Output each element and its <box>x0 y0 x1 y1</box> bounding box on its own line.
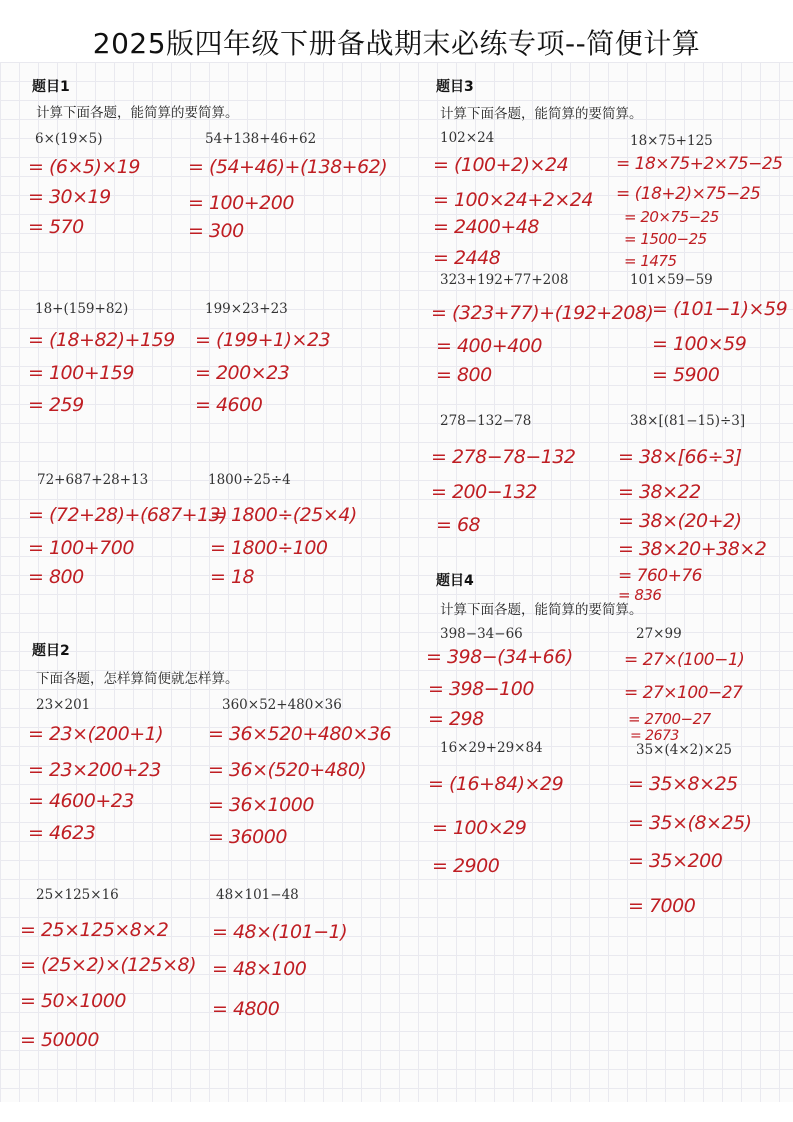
q4-p3-step: = (16+84)×29 <box>428 773 564 795</box>
q4-p2-step: = 27×(100−1) <box>624 650 745 670</box>
q4-p4-step: = 35×(8×25) <box>628 812 752 834</box>
q1-p2-answer: = 300 <box>188 220 244 242</box>
q1-p4-answer: = 4600 <box>195 394 263 416</box>
q2-p1-step: = 23×(200+1) <box>28 723 164 745</box>
q1-p2-problem: 54+138+46+62 <box>205 131 317 147</box>
q1-p2-step: = 100+200 <box>188 192 294 214</box>
q2-p3-step: = 50×1000 <box>20 990 126 1012</box>
q1-p1-problem: 6×(19×5) <box>35 131 103 147</box>
q1-p4-problem: 199×23+23 <box>205 301 288 317</box>
q4-p4-problem: 35×(4×2)×25 <box>636 742 733 758</box>
q1-p5-problem: 72+687+28+13 <box>37 472 149 488</box>
q3-p6-problem: 38×[(81−15)÷3] <box>630 413 746 429</box>
q3-p6-step: = 38×20+38×2 <box>618 538 767 560</box>
q4-p4-step: = 35×8×25 <box>628 773 738 795</box>
q3-p2-step: = 18×75+2×75−25 <box>616 154 783 174</box>
q3-p5-answer: = 68 <box>436 514 481 536</box>
q2-p3-problem: 25×125×16 <box>36 887 119 903</box>
q3-p5-problem: 278−132−78 <box>440 413 532 429</box>
q1-p5-step: = 100+700 <box>28 537 134 559</box>
q1-p3-step: = (18+82)+159 <box>28 329 175 351</box>
q4-p1-problem: 398−34−66 <box>440 626 523 642</box>
q3-p3-problem: 323+192+77+208 <box>440 272 569 288</box>
q1-p6-step: = 1800÷100 <box>210 537 328 559</box>
q4-heading: 题目4 <box>436 573 474 589</box>
q2-p3-step: = 25×125×8×2 <box>20 919 169 941</box>
q3-p6-step: = 38×[66÷3] <box>618 446 742 468</box>
q2-p4-problem: 48×101−48 <box>216 887 299 903</box>
q4-p4-step: = 35×200 <box>628 850 723 872</box>
q1-p4-step: = 200×23 <box>195 362 290 384</box>
q3-p4-problem: 101×59−59 <box>630 272 713 288</box>
q1-p6-problem: 1800÷25÷4 <box>208 472 291 488</box>
q3-p1-answer: = 2448 <box>433 247 501 269</box>
page-title: 2025版四年级下册备战期末必练专项--简便计算 <box>92 27 701 60</box>
q1-p1-step: = (6×5)×19 <box>28 156 140 178</box>
q1-instruction: 计算下面各题，能简算的要简算。 <box>36 105 239 121</box>
q1-p6-answer: = 18 <box>210 566 255 588</box>
q4-p1-step: = 398−100 <box>428 678 534 700</box>
q2-p1-step: = 23×200+23 <box>28 759 161 781</box>
q3-p6-step: = 760+76 <box>618 566 702 586</box>
q3-p2-step: = (18+2)×75−25 <box>616 184 761 204</box>
q3-p5-step: = 278−78−132 <box>431 446 576 468</box>
q3-p2-problem: 18×75+125 <box>630 133 713 149</box>
q1-p1-step: = 30×19 <box>28 186 111 208</box>
q1-p1-answer: = 570 <box>28 216 84 238</box>
q3-p6-answer: = 836 <box>618 586 662 604</box>
q3-p1-problem: 102×24 <box>440 130 495 146</box>
q3-p6-step: = 38×(20+2) <box>618 510 742 532</box>
q3-p1-step: = (100+2)×24 <box>433 154 569 176</box>
q3-p5-step: = 200−132 <box>431 481 537 503</box>
q1-p5-step: = (72+28)+(687+13) <box>28 504 228 526</box>
q2-p1-problem: 23×201 <box>36 697 91 713</box>
q1-p3-answer: = 259 <box>28 394 84 416</box>
q3-p3-step: = (323+77)+(192+208) <box>431 302 654 324</box>
q1-p5-answer: = 800 <box>28 566 84 588</box>
q2-heading: 题目2 <box>32 643 70 659</box>
q1-p2-step: = (54+46)+(138+62) <box>188 156 388 178</box>
q3-p2-step: = 20×75−25 <box>624 208 719 226</box>
q2-p3-answer: = 50000 <box>20 1029 99 1051</box>
q2-p2-problem: 360×52+480×36 <box>222 697 342 713</box>
q2-p4-step: = 48×100 <box>212 958 307 980</box>
q3-p6-step: = 38×22 <box>618 481 701 503</box>
q2-p4-answer: = 4800 <box>212 998 280 1020</box>
q2-p2-step: = 36×(520+480) <box>208 759 367 781</box>
q1-p3-step: = 100+159 <box>28 362 134 384</box>
q1-p4-step: = (199+1)×23 <box>195 329 331 351</box>
q2-p2-answer: = 36000 <box>208 826 287 848</box>
q3-p3-answer: = 800 <box>436 364 492 386</box>
q3-p1-step: = 2400+48 <box>433 216 539 238</box>
q4-p2-problem: 27×99 <box>636 626 682 642</box>
q2-p1-step: = 4600+23 <box>28 790 134 812</box>
q4-instruction: 计算下面各题，能简算的要简算。 <box>440 602 643 618</box>
q4-p3-step: = 100×29 <box>432 817 527 839</box>
q2-p4-step: = 48×(101−1) <box>212 921 348 943</box>
q4-p2-answer: = 2673 <box>630 728 679 744</box>
q4-p2-step: = 2700−27 <box>628 710 711 728</box>
q3-p2-answer: = 1475 <box>624 252 677 270</box>
q2-instruction: 下面各题，怎样算简便就怎样算。 <box>36 671 239 687</box>
q4-p3-problem: 16×29+29×84 <box>440 740 543 756</box>
q3-p1-step: = 100×24+2×24 <box>433 189 593 211</box>
q1-p6-step: = 1800÷(25×4) <box>210 504 357 526</box>
q3-p4-step: = 100×59 <box>652 333 747 355</box>
q3-heading: 题目3 <box>436 79 474 95</box>
q4-p2-step: = 27×100−27 <box>624 683 743 703</box>
q2-p2-step: = 36×520+480×36 <box>208 723 392 745</box>
q4-p1-step: = 398−(34+66) <box>426 646 573 668</box>
q3-p4-answer: = 5900 <box>652 364 720 386</box>
q1-p3-problem: 18+(159+82) <box>35 301 129 317</box>
q2-p1-answer: = 4623 <box>28 822 96 844</box>
q2-p2-step: = 36×1000 <box>208 794 314 816</box>
q4-p3-answer: = 2900 <box>432 855 500 877</box>
q3-instruction: 计算下面各题，能简算的要简算。 <box>440 106 643 122</box>
q3-p2-step: = 1500−25 <box>624 230 707 248</box>
q4-p4-answer: = 7000 <box>628 895 696 917</box>
q2-p3-step: = (25×2)×(125×8) <box>20 954 196 976</box>
q1-heading: 题目1 <box>32 79 70 95</box>
q4-p1-answer: = 298 <box>428 708 484 730</box>
q3-p3-step: = 400+400 <box>436 335 542 357</box>
q3-p4-step: = (101−1)×59 <box>652 298 788 320</box>
